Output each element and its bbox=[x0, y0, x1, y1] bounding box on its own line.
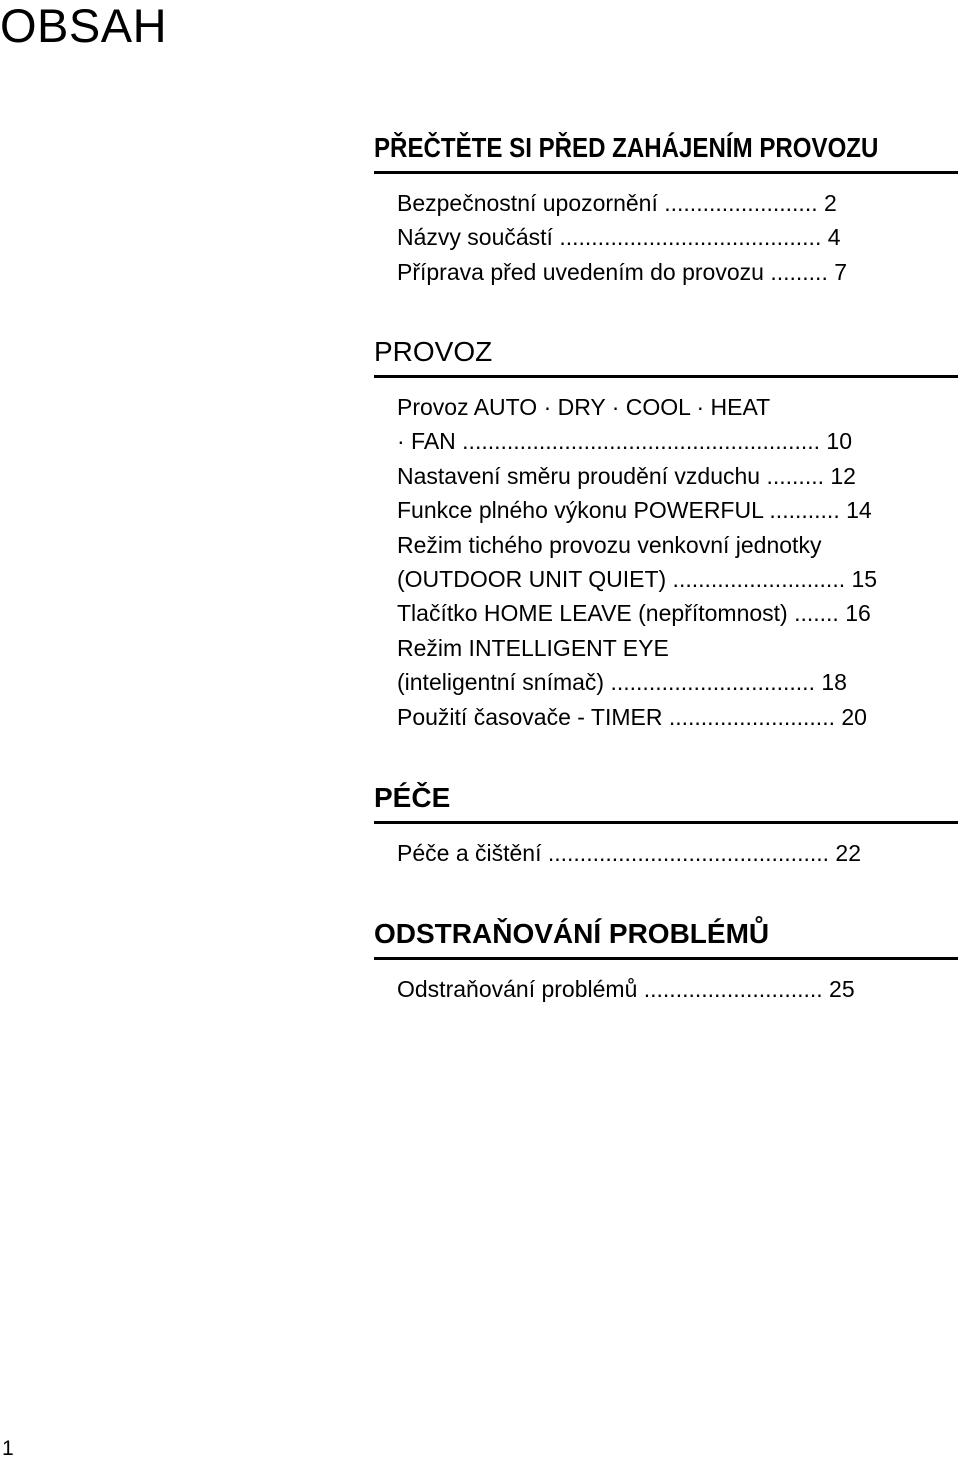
toc-section-before-operation bbox=[374, 131, 958, 289]
section-divider bbox=[374, 821, 958, 824]
toc-entry-modes[interactable]: Provoz AUTO · DRY · COOL · HEAT bbox=[397, 394, 771, 420]
toc-entry-preparation[interactable]: Příprava před uvedením do provozu ......... 7 bbox=[397, 258, 848, 285]
section-divider bbox=[374, 957, 958, 960]
toc-entry-quiet-cont[interactable]: (OUTDOOR UNIT QUIET) ........................... 15 bbox=[397, 566, 878, 593]
toc-entry-intelligent-eye-cont[interactable]: (inteligentní snímač) ................................ 18 bbox=[397, 669, 847, 696]
toc-entry-troubleshooting[interactable]: Odstraňování problémů ............................ 25 bbox=[397, 976, 855, 1002]
toc-entry-parts[interactable]: Názvy součástí ......................................... 4 bbox=[397, 224, 841, 251]
section-entries bbox=[374, 972, 958, 1006]
toc-entry-timer[interactable]: Použití časovače - TIMER .......................... 20 bbox=[397, 703, 867, 730]
section-entries bbox=[374, 836, 958, 870]
section-divider bbox=[374, 375, 958, 378]
section-heading: ODSTRAŇOVÁNÍ PROBLÉMŮ bbox=[374, 918, 770, 949]
section-divider bbox=[374, 171, 958, 174]
toc-entry-powerful[interactable]: Funkce plného výkonu POWERFUL ........... 14 bbox=[397, 497, 872, 524]
page-number: 1 bbox=[2, 1437, 14, 1460]
toc-entry-quiet[interactable]: Režim tichého provozu venkovní jednotky bbox=[397, 531, 822, 558]
section-heading: PROVOZ bbox=[374, 336, 493, 367]
section-entries bbox=[374, 390, 958, 734]
section-heading: PŘEČTĚTE SI PŘED ZAHÁJENÍM PROVOZU bbox=[374, 132, 879, 163]
toc-section-care bbox=[374, 781, 958, 870]
page-title: OBSAH bbox=[0, 0, 168, 52]
toc-entry-cleaning[interactable]: Péče a čištění ............................................ 22 bbox=[397, 840, 861, 866]
section-heading: PÉČE bbox=[374, 782, 451, 813]
toc-entry-safety[interactable]: Bezpečnostní upozornění ........................ 2 bbox=[397, 190, 837, 216]
toc-section-troubleshooting bbox=[374, 917, 958, 1006]
toc-entry-modes-cont[interactable]: · FAN ........................................................ 10 bbox=[397, 428, 852, 455]
toc-entry-intelligent-eye[interactable]: Režim INTELLIGENT EYE bbox=[397, 634, 669, 661]
toc-entry-home-leave[interactable]: Tlačítko HOME LEAVE (nepřítomnost) ....... 16 bbox=[397, 600, 871, 627]
section-entries bbox=[374, 186, 958, 289]
toc-section-operation bbox=[374, 335, 958, 734]
toc-entry-airflow[interactable]: Nastavení směru proudění vzduchu ......... 12 bbox=[397, 462, 856, 489]
